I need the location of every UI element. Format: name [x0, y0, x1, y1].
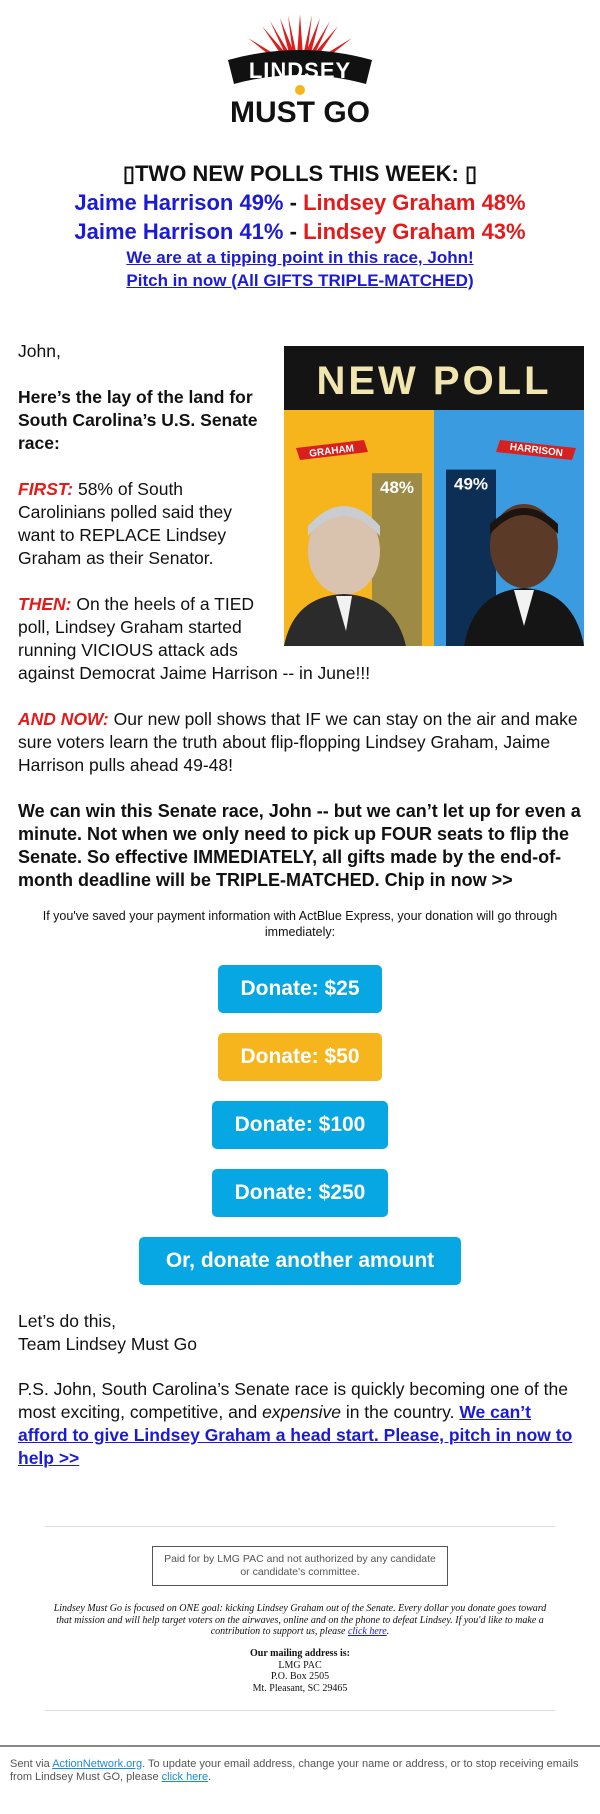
address-line-3: Mt. Pleasant, SC 29465 — [252, 1682, 348, 1694]
poll1-separator: - — [283, 190, 304, 215]
lindsey-must-go-logo — [220, 10, 380, 138]
pitch-in-link[interactable]: Pitch in now (All GIFTS TRIPLE-MATCHED) — [126, 271, 474, 290]
poll2-harrison: Jaime Harrison 41% — [74, 219, 284, 244]
mission-text: Lindsey Must Go is focused on ONE goal: kicking Lindsey Graham out of the Senate. Every dollar you donate goes toward that mission and will help target voters on the airwaves, online and on the phone to defeat Lindsey. If you'd like to make a contribution to support us, please — [53, 1603, 547, 1637]
footer-text-1: Sent via — [10, 1758, 53, 1770]
footer-text-2: . To update your email address, change your name or address, or to stop receiving emails from Lindsey Must GO, please — [10, 1758, 579, 1783]
donate-other-amount-button[interactable]: Or, donate another amount — [139, 1237, 461, 1285]
poll-image-title: NEW POLL — [316, 359, 552, 403]
graham-pct-label: 48% — [379, 478, 415, 498]
donate-100-button[interactable]: Donate: $100 — [212, 1101, 388, 1149]
ps-pitch-in-link[interactable]: We can’t afford to give Lindsey Graham a head start. Please, pitch in now to help >> — [18, 1402, 573, 1468]
mission-end: . — [386, 1626, 390, 1637]
divider-top — [45, 1526, 555, 1527]
first-label: FIRST: — [18, 479, 74, 499]
ps-italic: expensive — [262, 1402, 341, 1422]
poll2-separator: - — [283, 219, 304, 244]
then-label: THEN: — [18, 594, 72, 614]
headline-block — [0, 160, 600, 292]
logo-text-lindsey: LINDSEY — [248, 58, 352, 83]
logo-text-must-go: MUST GO — [230, 96, 370, 129]
poll1-graham: Lindsey Graham 48% — [303, 190, 526, 215]
footer — [10, 1758, 590, 1784]
donate-50-button[interactable]: Donate: $50 — [218, 1033, 382, 1081]
address-line-2: P.O. Box 2505 — [270, 1671, 330, 1682]
postscript — [18, 1378, 584, 1470]
and-now-label: AND NOW: — [18, 709, 109, 729]
and-now-paragraph — [18, 708, 584, 777]
harrison-pct-label: 49% — [453, 474, 489, 494]
and-now-text: Our new poll shows that IF we can stay on the air and make sure voters learn the truth about flip-flopping Lindsey Graham, Jaime Harrison pulls ahead 49-48! — [18, 709, 578, 775]
poll-result-2 — [0, 217, 600, 246]
paid-for-disclaimer: Paid for by LMG PAC and not authorized by any candidate or candidate's committee. — [152, 1546, 448, 1586]
mailing-address — [0, 1648, 600, 1694]
tipping-point-link[interactable]: We are at a tipping point in this race, John! — [126, 248, 474, 267]
signoff-line-2: Team Lindsey Must Go — [18, 1334, 197, 1354]
lay-of-land-heading: Here’s the lay of the land for South Carolina’s U.S. Senate race: — [18, 387, 258, 453]
poll-result-1 — [0, 188, 600, 217]
footer-text-3: . — [208, 1771, 212, 1783]
address-label: Our mailing address is: — [250, 1648, 350, 1659]
first-text: 58% of South Carolinians polled said they want to REPLACE Lindsey Graham as their Senator. — [18, 479, 233, 568]
poll1-harrison: Jaime Harrison 49% — [74, 190, 284, 215]
unsubscribe-click-here-link[interactable]: click here — [161, 1771, 209, 1783]
signoff-line-1: Let’s do this, — [18, 1311, 116, 1331]
new-poll-image[interactable] — [284, 346, 584, 646]
mission-click-here-link[interactable]: click here — [347, 1626, 387, 1637]
graham-ribbon-label: GRAHAM — [308, 443, 355, 460]
greeting: John, — [18, 341, 61, 361]
poll2-graham: Lindsey Graham 43% — [303, 219, 526, 244]
donate-25-button[interactable]: Donate: $25 — [218, 965, 382, 1013]
ps-text-1: P.S. John, South Carolina’s Senate race is quickly becoming one of the most exciting, competitive, and — [18, 1379, 568, 1422]
actionnetwork-link[interactable]: ActionNetwork.org — [52, 1758, 143, 1770]
harrison-ribbon-label: HARRISON — [509, 441, 564, 460]
divider-bottom — [45, 1710, 555, 1711]
actblue-express-note: If you've saved your payment information with ActBlue Express, your donation will go through immediately: — [42, 909, 558, 939]
signoff — [18, 1310, 584, 1356]
call-to-action-paragraph: We can win this Senate race, John -- but we can’t let up for even a minute. Not when we only need to pick up FOUR seats to flip the Senate. So effective IMMEDIATELY, all gifts made by the end-of-month deadline will be TRIPLE-MATCHED. Chip in now >> — [18, 801, 581, 890]
footer-divider — [0, 1745, 600, 1747]
donate-250-button[interactable]: Donate: $250 — [212, 1169, 388, 1217]
email-body — [18, 340, 584, 915]
then-text: On the heels of a TIED poll, Lindsey Graham started running VICIOUS attack ads against Democrat Jaime Harrison -- in June!!! — [18, 594, 371, 683]
mission-statement — [48, 1603, 552, 1638]
address-line-1: LMG PAC — [278, 1659, 322, 1671]
polls-title: ▯TWO NEW POLLS THIS WEEK: ▯ — [122, 161, 478, 186]
ps-text-2: in the country. — [340, 1402, 460, 1422]
